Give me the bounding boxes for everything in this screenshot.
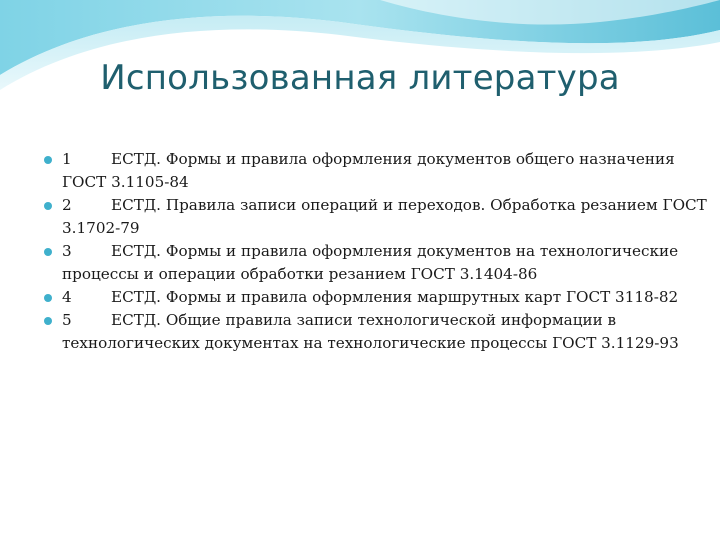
item-number: 4 xyxy=(62,288,72,306)
item-text: ЕСТД. Формы и правила оформления документов общего назначения ГОСТ 3.1105-84 xyxy=(62,150,675,191)
item-text: ЕСТД. Формы и правила оформления документов на технологические процессы и операции обработки резанием ГОСТ 3.1404-86 xyxy=(62,242,679,283)
item-number: 5 xyxy=(62,311,72,329)
item-number: 3 xyxy=(62,242,72,260)
bullet-icon xyxy=(44,202,52,210)
reference-list xyxy=(44,148,708,355)
bullet-icon xyxy=(44,294,52,302)
item-text: ЕСТД. Правила записи операций и переходов. Обработка резанием ГОСТ 3.1702-79 xyxy=(62,196,707,237)
item-text: ЕСТД. Формы и правила оформления маршрутных карт ГОСТ 3118-82 xyxy=(111,288,679,306)
bullet-icon xyxy=(44,317,52,325)
list-item xyxy=(44,286,708,309)
list-item xyxy=(44,309,708,355)
item-number: 2 xyxy=(62,196,72,214)
bullet-icon xyxy=(44,156,52,164)
item-number: 1 xyxy=(62,150,72,168)
bullet-icon xyxy=(44,248,52,256)
list-item xyxy=(44,194,708,240)
slide-title: Использованная литература xyxy=(100,58,620,98)
item-text: ЕСТД. Общие правила записи технологической информации в технологических документах на технологические процессы ГОСТ 3.1129-93 xyxy=(62,311,679,352)
list-item xyxy=(44,240,708,286)
list-item xyxy=(44,148,708,194)
